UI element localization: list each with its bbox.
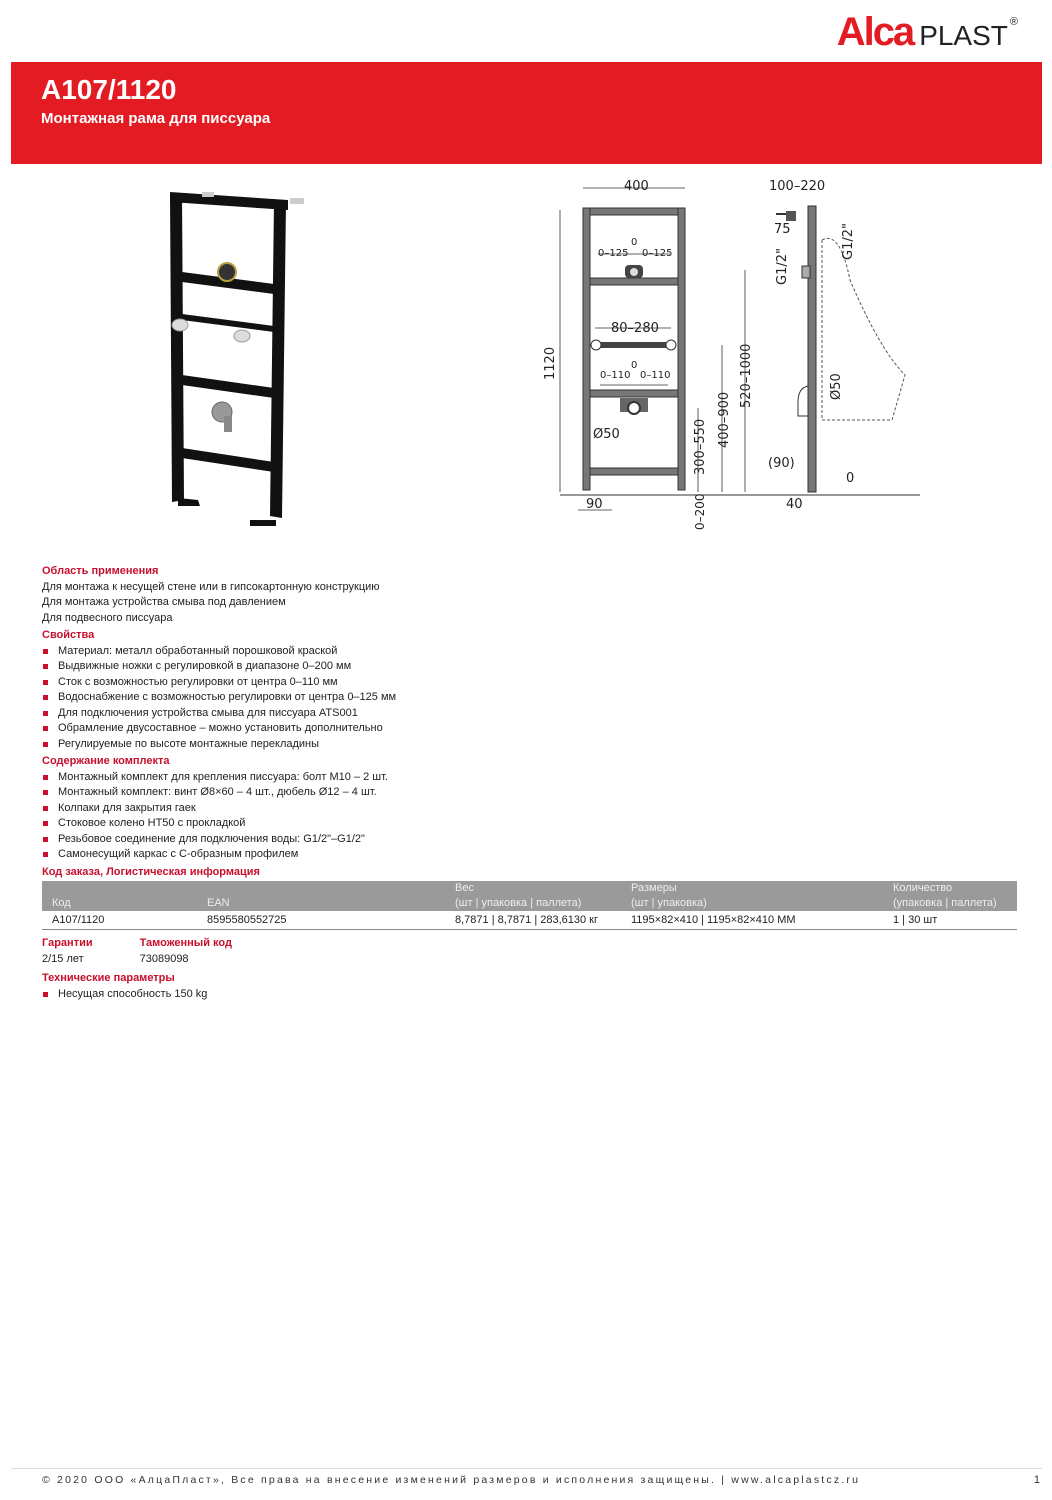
dim-supply-left: 0–125 — [598, 248, 629, 259]
dim-offset: 75 — [774, 222, 791, 237]
cell-code: A107/1120 — [42, 911, 207, 930]
dim-drain-right: 0–110 — [640, 370, 671, 381]
dim-thread-top: G1/2" — [841, 223, 856, 260]
title-banner — [11, 62, 1042, 164]
registered-mark: ® — [1009, 16, 1018, 28]
property-item: Сток с возможностью регулировки от центра 0–110 мм — [42, 675, 1022, 691]
property-item: Регулируемые по высоте монтажные перекладины — [42, 737, 1022, 753]
page-number: 1 — [1033, 1474, 1040, 1486]
dim-base: 40 — [786, 497, 803, 512]
brand-name-plast: PLAST — [919, 20, 1008, 51]
property-item: Водоснабжение с возможностью регулировки от центра 0–125 мм — [42, 690, 1022, 706]
warranty-value: 2/15 лет — [42, 952, 84, 965]
table-row — [42, 911, 1017, 930]
dim-foot-adjust: 0–200 — [693, 493, 707, 530]
section-title-logistics: Код заказа, Логистическая информация — [42, 865, 260, 878]
dim-elbow: (90) — [768, 456, 795, 471]
footer-text: © 2020 ООО «АлцаПласт», Все права на внесение изменений размеров и исполнения защищены. | www.alcaplastcz.ru — [42, 1474, 861, 1486]
product-code: A107/1120 — [41, 74, 177, 105]
warranty-customs — [42, 934, 1022, 967]
property-item: Выдвижные ножки с регулировкой в диапазоне 0–200 мм — [42, 659, 1022, 675]
col-ean-top — [207, 881, 455, 896]
package-item: Самонесущий каркас с С-образным профилем — [42, 847, 1022, 863]
package-item: Монтажный комплект для крепления писсуара: болт М10 – 2 шт. — [42, 770, 1022, 786]
dim-bracket-height: 400–900 — [717, 391, 732, 448]
col-qty-top: Количество — [893, 881, 1017, 896]
package-item: Колпаки для закрытия гаек — [42, 801, 1022, 817]
dim-foot: 90 — [586, 497, 603, 512]
cell-ean: 8595580552725 — [207, 911, 455, 930]
brand-name-alca: Alca — [836, 10, 914, 54]
section-title-properties: Свойства — [42, 629, 95, 641]
dim-supply-right: 0–125 — [642, 248, 673, 259]
dim-drain-dia: Ø50 — [593, 427, 620, 442]
application-line: Для подвесного писсуара — [42, 611, 173, 624]
technical-drawing — [540, 170, 920, 540]
dim-height: 1120 — [543, 346, 558, 380]
application-line: Для монтажа к несущей стене или в гипсокартонную конструкцию — [42, 580, 380, 593]
col-size-top: Размеры — [631, 881, 893, 896]
col-code-top — [42, 881, 207, 896]
dim-drain-center: 0 — [631, 360, 638, 371]
customs-title: Таможенный код — [139, 937, 232, 949]
section-title-package: Содержание комплекта — [42, 755, 170, 767]
customs-value: 73089098 — [139, 952, 189, 965]
section-title-technical: Технические параметры — [42, 972, 175, 984]
col-code: Код — [42, 896, 207, 911]
dim-width: 400 — [624, 179, 649, 194]
product-name: Монтажная рама для писсуара — [41, 110, 271, 127]
dim-bracket: 80–280 — [611, 321, 659, 336]
col-size: (шт | упаковка) — [631, 896, 893, 911]
dim-supply-height: 520–1000 — [739, 343, 754, 408]
col-weight-top: Вес — [455, 881, 631, 896]
col-ean: EAN — [207, 896, 455, 911]
package-item: Резьбовое соединение для подключения воды: G1/2"–G1/2" — [42, 832, 1022, 848]
dim-drain-height: 300–550 — [693, 418, 708, 475]
property-item: Обрамление двусоставное – можно установить дополнительно — [42, 721, 1022, 737]
property-item: Материал: металл обработанный порошковой краской — [42, 644, 1022, 660]
col-qty: (упаковка | паллета) — [893, 896, 1017, 911]
application-line: Для монтажа устройства смыва под давлением — [42, 596, 286, 608]
dim-side-drain: Ø50 — [829, 373, 844, 400]
dim-supply-center: 0 — [631, 237, 638, 248]
package-item: Стоковое колено HT50 с прокладкой — [42, 816, 1022, 832]
dim-floor: 0 — [846, 471, 855, 486]
logistics-table — [42, 881, 1017, 930]
cell-qty: 1 | 30 шт — [893, 911, 1017, 930]
package-item: Монтажный комплект: винт Ø8×60 – 4 шт., дюбель Ø12 – 4 шт. — [42, 785, 1022, 801]
property-item: Для подключения устройства смыва для писсуара ATS001 — [42, 706, 1022, 722]
col-weight: (шт | упаковка | паллета) — [455, 896, 631, 911]
warranty-title: Гарантии — [42, 937, 93, 949]
section-title-application: Область применения — [42, 565, 159, 577]
cell-size: 1195×82×410 | 1195×82×410 MM — [631, 911, 893, 930]
dim-thread-left: G1/2" — [775, 248, 790, 285]
footer-divider — [11, 1468, 1042, 1469]
product-photo — [150, 180, 320, 540]
dim-supply-depth: 100–220 — [769, 179, 826, 194]
dim-drain-left: 0–110 — [600, 370, 631, 381]
technical-item: Несущая способность 150 kg — [42, 987, 1022, 1003]
spec-content — [42, 562, 1022, 1002]
brand-logo — [837, 10, 1018, 55]
cell-weight: 8,7871 | 8,7871 | 283,6130 кг — [455, 911, 631, 930]
